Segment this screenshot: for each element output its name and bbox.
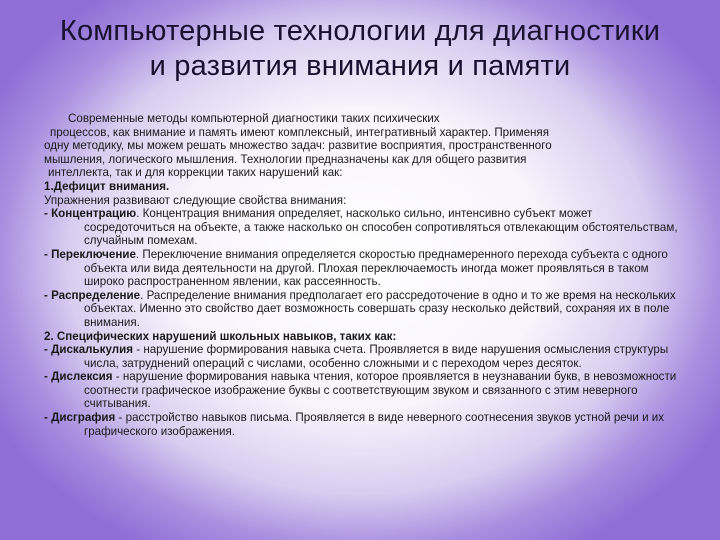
- list-item-dyscalculia: [44, 343, 684, 370]
- intro-line-5: интеллекта, так и для коррекции таких нарушений как:: [48, 166, 343, 180]
- list-item-distribution: [44, 289, 684, 330]
- section-1-heading: 1.Дефицит внимания.: [44, 179, 170, 193]
- list-item-text: . Распределение внимания предполагает его рассредоточение в одно и то же время на нескольких объектах. Именно это свойство дает возможность совершать сразу несколько действий, сохраняя их в поле внимания.: [84, 288, 676, 329]
- list-item-text: - нарушение формирования навыка чтения, которое проявляется в неузнавании букв, в невозможности соотнести графическое изображение буквы с соответствующим звуком и связанного с этим неверного считывания.: [84, 370, 677, 411]
- list-item-concentration: [44, 207, 684, 248]
- list-item-text: . Концентрация внимания определяет, насколько сильно, интенсивно субъект может сосредоточиться на объекте, а также насколько он способен сопротивляться отвлекающим обстоятельствам, случайным помехам.: [84, 207, 678, 248]
- intro-line-3: одну методику, мы можем решать множество задач: развитие восприятия, пространственного: [44, 139, 552, 153]
- section-2-heading: 2. Специфических нарушений школьных навыков, таких как:: [44, 329, 397, 343]
- list-item-term: - Дислексия: [44, 370, 113, 384]
- list-item-text: - нарушение формирования навыка счета. Проявляется в виде нарушения осмысления структуры числа, затруднений операций с числами, особенно сложными и с переходом через десяток.: [84, 343, 669, 370]
- intro-line-4: мышления, логического мышления. Технологии предназначены как для общего развития: [44, 152, 527, 166]
- slide-title-line-1: Компьютерные технологии для диагностики: [59, 15, 661, 47]
- slide-title: [0, 14, 720, 84]
- list-item-term: - Распределение: [44, 288, 141, 302]
- section-1-lead: Упражнения развивают следующие свойства внимания:: [44, 193, 347, 207]
- intro-line-2: процессов, как внимание и память имеют комплексный, интегративный характер. Применяя: [50, 125, 549, 139]
- list-item-text: . Переключение внимания определяется скоростью преднамеренного перехода субъекта с одного объекта или вида деятельности на другой. Плохая переключаемость иногда может проявляться в таком широко распространенном явлении, как рассеянность.: [84, 247, 668, 289]
- list-item-dyslexia: [44, 370, 684, 411]
- list-item-switching: [44, 248, 684, 289]
- list-item-term: - Дисграфия: [44, 411, 116, 425]
- slide-title-line-2: и развития внимания и памяти: [149, 50, 571, 82]
- list-item-dysgraphia: [44, 411, 684, 438]
- list-item-term: - Переключение: [44, 247, 136, 261]
- slide-body: [44, 112, 684, 438]
- list-item-term: - Концентрацию: [44, 207, 137, 221]
- intro-line-1: Современные методы компьютерной диагностики таких психических: [68, 112, 440, 125]
- list-item-text: - расстройство навыков письма. Проявляется в виде неверного соотнесения звуков устной речи и их графического изображения.: [84, 411, 665, 438]
- list-item-term: - Дискалькулия: [44, 343, 134, 357]
